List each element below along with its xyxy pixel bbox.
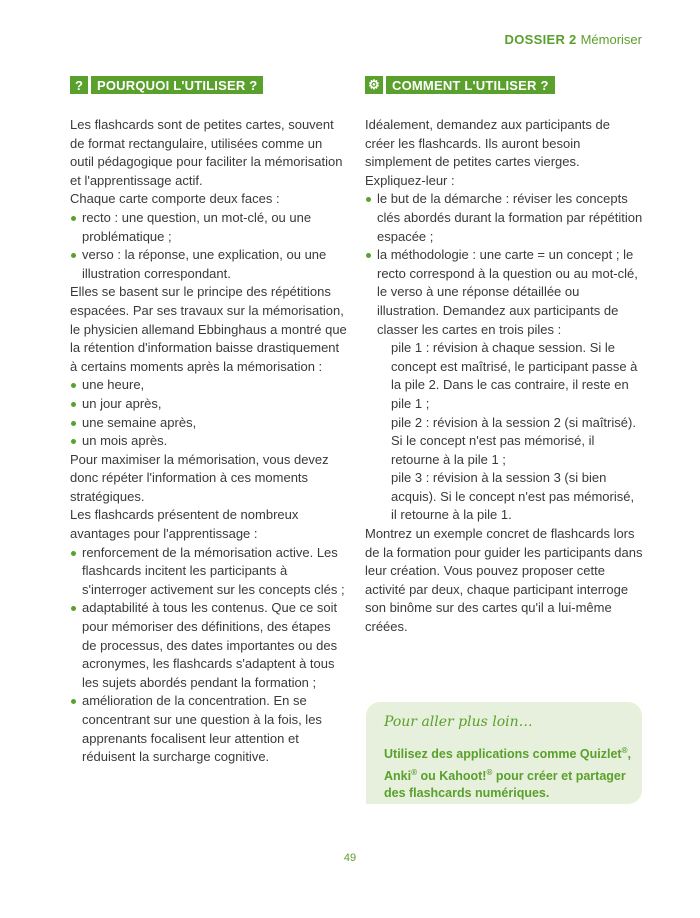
pile-item: pile 3 : révision à la session 3 (si bien acquis). Si le concept n'est pas mémorisé, il retourne à la pile 1.: [391, 470, 635, 523]
list-item: le but de la démarche : réviser les concepts clés abordés durant la formation par répétition espacée ;: [365, 190, 643, 246]
dossier-topic: Mémoriser: [580, 32, 642, 47]
callout-body: Utilisez des applications comme Quizlet®, Anki® ou Kahoot!® pour créer et partager des flashcards numériques.: [384, 746, 631, 801]
list-item: recto : une question, un mot-clé, ou une problématique ;: [70, 209, 348, 246]
paragraph: Elles se basent sur le principe des répétitions espacées. Par ses travaux sur la mémorisation, le physicien allemand Ebbinghaus a montré que la rétention d'information baisse drastiquement à certains moments après la mémorisation :: [70, 284, 347, 374]
paragraph: Les flashcards présentent de nombreux avantages pour l'apprentissage :: [70, 507, 299, 542]
left-column: [70, 76, 348, 767]
section-heading-why: [70, 76, 348, 94]
moments-list: [70, 376, 348, 450]
section-title-how: COMMENT L'UTILISER ?: [386, 76, 555, 94]
question-mark-icon: ?: [70, 76, 88, 94]
list-item: adaptabilité à tous les contenus. Que ce soit pour mémoriser des définitions, des étapes de processus, des dates importantes ou des acronymes, les flashcards s'adaptent à tous les sujets abordés pendant la formation ;: [70, 599, 348, 692]
faces-list: [70, 209, 348, 283]
list-item: un mois après.: [70, 432, 348, 451]
paragraph: Pour maximiser la mémorisation, vous devez donc répéter l'information à ces moments stratégiques.: [70, 451, 329, 504]
further-reading-callout: [366, 702, 642, 804]
running-header: [505, 32, 642, 47]
piles-list: [391, 339, 643, 525]
advantages-list: [70, 544, 348, 767]
instructions-list: [365, 190, 643, 339]
callout-heading: Pour aller plus loin…: [384, 714, 533, 730]
section-heading-how: [365, 76, 643, 94]
paragraph: Les flashcards sont de petites cartes, souvent de format rectangulaire, utilisées comme un outil pédagogique pour faciliter la mémorisation et l'apprentissage actif.: [70, 117, 343, 188]
list-item: amélioration de la concentration. En se concentrant sur une question à la fois, les apprenants focalisent leur attention et réduisent la surcharge cognitive.: [70, 692, 348, 766]
paragraph: Idéalement, demandez aux participants de créer les flashcards. Ils auront besoin simplement de petites cartes vierges. Expliquez-leur :: [365, 117, 610, 188]
gear-icon: ⚙: [365, 76, 383, 94]
pile-item: pile 1 : révision à chaque session. Si le concept est maîtrisé, le participant passe à la pile 2. Dans le cas contraire, il reste en pile 1 ;: [391, 340, 638, 411]
list-item: la méthodologie : une carte = un concept ; le recto correspond à la question ou au mot-clé, le verso à une réponse détaillée ou illustration. Demandez aux participants de classer les cartes en trois piles :: [365, 246, 643, 339]
list-item: renforcement de la mémorisation active. Les flashcards incitent les participants à s'interroger activement sur les concepts clés ;: [70, 544, 348, 600]
paragraph: Chaque carte comporte deux faces :: [70, 191, 280, 207]
section-title-why: POURQUOI L'UTILISER ?: [91, 76, 263, 94]
paragraph: Montrez un exemple concret de flashcards lors de la formation pour guider les participants dans leur création. Vous pouvez proposer cette activité par deux, chaque participant interroge son binôme sur des cartes qu'il a lui-même créées.: [365, 526, 643, 635]
list-item: verso : la réponse, une explication, ou une illustration correspondant.: [70, 246, 348, 283]
dossier-label: DOSSIER 2: [504, 32, 577, 47]
page-number: 49: [343, 852, 357, 864]
pile-item: pile 2 : révision à la session 2 (si maîtrisé). Si le concept n'est pas mémorisé, il retourne à la pile 1 ;: [391, 414, 636, 467]
right-column: [365, 76, 643, 637]
list-item: un jour après,: [70, 395, 348, 414]
list-item: une semaine après,: [70, 414, 348, 433]
list-item: une heure,: [70, 376, 348, 395]
